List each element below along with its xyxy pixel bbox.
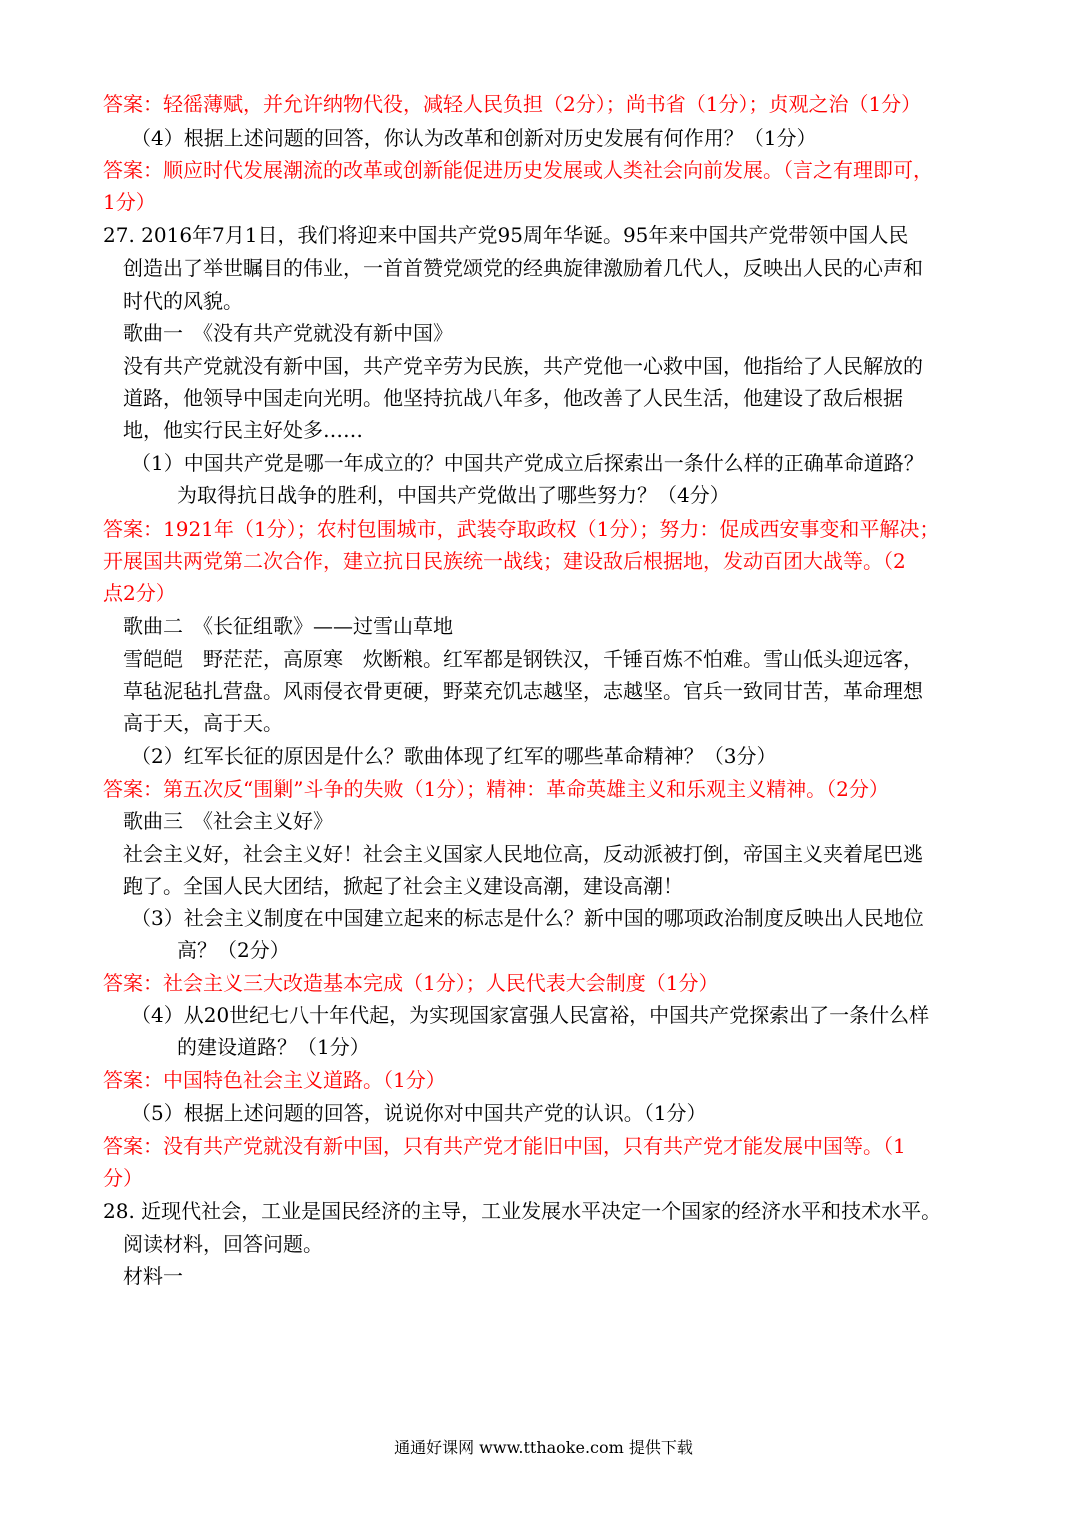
question-line: 的建设道路？（1分） [177,1035,370,1059]
song-three-lyrics: 跑了。全国人民大团结，掀起了社会主义建设高潮，建设高潮！ [123,874,683,898]
answer-line: 开展国共两党第二次合作，建立抗日民族统一战线；建设敌后根据地，发动百团大战等。（2 [103,549,906,573]
question-27-line: 27. 2016年7月1日，我们将迎来中国共产党95周年华诞。95年来中国共产党带领中国人民 [103,223,909,247]
answer-line: 答案：顺应时代发展潮流的改革或创新能促进历史发展或人类社会向前发展。（言之有理即可， [103,158,933,182]
question-line: （5）根据上述问题的回答，说说你对中国共产党的认识。（1分） [131,1101,707,1125]
answer-line: 答案：没有共产党就没有新中国，只有共产党才能旧中国，只有共产党才能发展中国等。（1 [103,1134,906,1158]
song-one-lyrics: 地，他实行民主好处多…… [123,418,363,442]
question-28-line: 28. 近现代社会，工业是国民经济的主导，工业发展水平决定一个国家的经济水平和技术水平。 [103,1199,942,1223]
answer-line: 答案：轻徭薄赋，并允许纳物代役，减轻人民负担（2分）；尚书省（1分）；贞观之治（1分） [103,92,922,116]
question-line: （4）从20世纪七八十年代起，为实现国家富强人民富裕，中国共产党探索出了一条什么样 [131,1003,930,1027]
answer-line: 分） [103,1166,143,1190]
question-line: （1）中国共产党是哪一年成立的？中国共产党成立后探索出一条什么样的正确革命道路？ [131,451,924,475]
song-one-lyrics: 没有共产党就没有新中国，共产党辛劳为民族，共产党他一心救中国，他指给了人民解放的 [123,354,923,378]
song-two-lyrics: 高于天，高于天。 [123,711,283,735]
answer-line: 1分） [103,190,156,214]
question-line: （3）社会主义制度在中国建立起来的标志是什么？新中国的哪项政治制度反映出人民地位 [131,906,924,930]
song-two-lyrics: 雪皑皑 野茫茫，高原寒 炊断粮。红军都是钢铁汉，千锤百炼不怕难。雪山低头迎远客， [123,647,923,671]
song-one-lyrics: 道路，他领导中国走向光明。他坚持抗战八年多，他改善了人民生活，他建设了敌后根据 [123,386,903,410]
answer-line: 答案：第五次反“围剿”斗争的失败（1分）；精神：革命英雄主义和乐观主义精神。（2分） [103,777,889,801]
question-line: （2）红军长征的原因是什么？歌曲体现了红军的哪些革命精神？（3分） [131,744,777,768]
song-three-lyrics: 社会主义好，社会主义好！社会主义国家人民地位高，反动派被打倒，帝国主义夹着尾巴逃 [123,842,923,866]
answer-line: 答案：社会主义三大改造基本完成（1分）；人民代表大会制度（1分） [103,971,719,995]
page-footer: 通通好课网 www.tthaoke.com 提供下载 [394,1438,693,1457]
song-one-title: 歌曲一 《没有共产党就没有新中国》 [123,321,453,345]
question-line: （4）根据上述问题的回答，你认为改革和创新对历史发展有何作用？（1分） [131,126,817,150]
answer-line: 点2分） [103,581,176,605]
question-line: 为取得抗日战争的胜利，中国共产党做出了哪些努力？（4分） [177,483,730,507]
material-label: 材料一 [123,1264,183,1288]
song-two-lyrics: 草毡泥毡扎营盘。风雨侵衣骨更硬，野菜充饥志越坚，志越坚。官兵一致同甘苦，革命理想 [123,679,923,703]
song-three-title: 歌曲三 《社会主义好》 [123,809,333,833]
answer-line: 答案：1921年（1分）；农村包围城市，武装夺取政权（1分）；努力：促成西安事变和平解决； [103,517,940,541]
question-line: 高？（2分） [177,938,290,962]
question-28-line: 阅读材料，回答问题。 [123,1232,323,1256]
question-27-line: 时代的风貌。 [123,289,243,313]
answer-line: 答案：中国特色社会主义道路。（1分） [103,1068,446,1092]
question-27-line: 创造出了举世瞩目的伟业，一首首赞党颂党的经典旋律激励着几代人，反映出人民的心声和 [123,256,923,280]
song-two-title: 歌曲二 《长征组歌》——过雪山草地 [123,614,453,638]
